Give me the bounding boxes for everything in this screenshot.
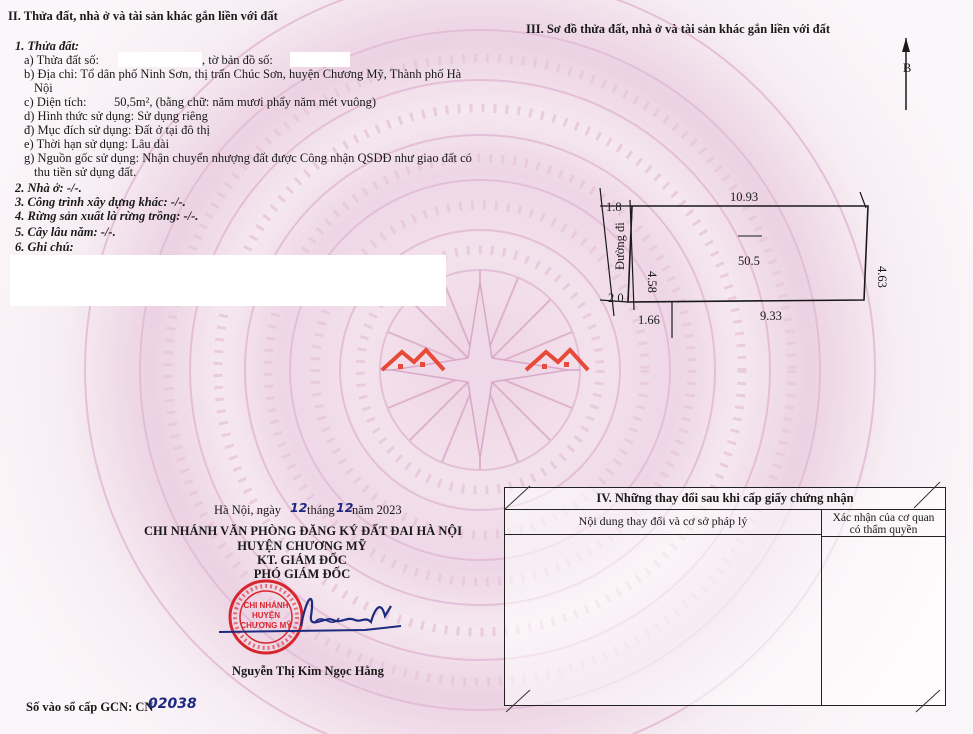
kt-director: KT. GIÁM ĐỐC xyxy=(257,553,347,567)
perennial-trees: 5. Cây lâu năm: -/-. xyxy=(15,225,116,239)
dim-right: 4.63 xyxy=(875,266,889,288)
redaction xyxy=(118,52,202,67)
stamp-line-3: CHƯƠNG MỸ xyxy=(240,621,292,630)
usage-term: e) Thời hạn sử dụng: Lâu dài xyxy=(24,137,170,151)
land-heading: 1. Thửa đất: xyxy=(15,39,80,53)
signer-name: Nguyễn Thị Kim Ngọc Hằng xyxy=(232,664,384,678)
parcel-diagram xyxy=(560,30,960,350)
dim-bottom-left: 2.0 xyxy=(608,291,624,305)
area-value: 50,5m², (bằng chữ: năm mươi phẩy năm mét vuông) xyxy=(114,95,377,109)
org-name: CHI NHÁNH VĂN PHÒNG ĐĂNG KÝ ĐẤT ĐAI HÀ NỘI xyxy=(144,524,462,538)
date-month: 12 xyxy=(336,500,354,515)
production-forest: 4. Rừng sản xuất là rừng trồng: -/-. xyxy=(15,209,199,223)
usage-origin-cont: thu tiền sử dụng đất. xyxy=(34,165,137,179)
stamp-line-1: CHI NHÁNH xyxy=(243,601,289,610)
address: b) Địa chỉ: Tổ dân phố Ninh Sơn, thị trấn Chúc Sơn, huyện Chương Mỹ, Thành phố Hà xyxy=(24,67,462,81)
house-logo-icon xyxy=(522,346,592,376)
stamp-line-2: HUYỆN xyxy=(251,611,280,620)
map-sheet-label: , tờ bản đồ số: xyxy=(202,53,273,67)
notes-label: 6. Ghi chú: xyxy=(15,240,74,254)
date-month-label: tháng xyxy=(307,503,335,517)
date-year: năm 2023 xyxy=(352,503,402,517)
area-label: c) Diện tích: xyxy=(24,95,87,109)
registry-number: 02038 xyxy=(148,696,197,712)
other-construction: 3. Công trình xây dựng khác: -/-. xyxy=(15,195,186,209)
usage-form: d) Hình thức sử dụng: Sử dụng riêng xyxy=(24,109,208,123)
dim-bottom-b: 9.33 xyxy=(760,309,782,323)
land-number-label: a) Thửa đất số: xyxy=(24,53,99,67)
dim-top-left: 1.8 xyxy=(606,200,622,214)
section-ii-title: II. Thửa đất, nhà ở và tài sản khác gắn liền với đất xyxy=(8,9,278,23)
date-prefix: Hà Nội, ngày xyxy=(214,503,281,517)
redaction xyxy=(290,52,350,67)
north-label: B xyxy=(903,61,912,75)
section-iii-title: III. Sơ đồ thửa đất, nhà ở và tài sản khác gắn liền với đất xyxy=(526,22,831,36)
deputy-director: PHÓ GIÁM ĐỐC xyxy=(253,567,351,581)
address-cont: Nội xyxy=(34,81,53,95)
road-label: Đường đi xyxy=(613,222,627,270)
cancel-strokes xyxy=(500,480,960,720)
usage-origin: g) Nguồn gốc sử dụng: Nhận chuyển nhượng đất được Công nhận QSDĐ như giao đất có xyxy=(24,151,472,165)
handwritten-signature xyxy=(215,586,405,646)
dim-left: 4.58 xyxy=(645,271,659,293)
dim-bottom-a: 1.66 xyxy=(638,313,660,327)
column-content-header: Nội dung thay đổi và cơ sở pháp lý xyxy=(505,510,822,535)
date-day: 12 xyxy=(290,500,308,515)
house: 2. Nhà ở: -/-. xyxy=(15,181,82,195)
dim-area: 50.5 xyxy=(738,254,760,268)
column-authority-header-line1: Xác nhận của cơ quan xyxy=(832,512,935,524)
section-iv-title: IV. Những thay đổi sau khi cấp giấy chứng nhận xyxy=(505,488,945,510)
dim-top: 10.93 xyxy=(730,190,759,204)
house-logo-icon xyxy=(378,346,448,376)
registry-label: Số vào sổ cấp GCN: CN xyxy=(26,700,154,714)
column-authority-header-line2: có thẩm quyền xyxy=(849,524,918,536)
north-arrow-head xyxy=(902,38,910,52)
org-district: HUYỆN CHƯƠNG MỸ xyxy=(237,539,367,553)
redaction xyxy=(10,255,446,306)
usage-purpose: đ) Mục đích sử dụng: Đất ở tại đô thị xyxy=(24,123,210,137)
